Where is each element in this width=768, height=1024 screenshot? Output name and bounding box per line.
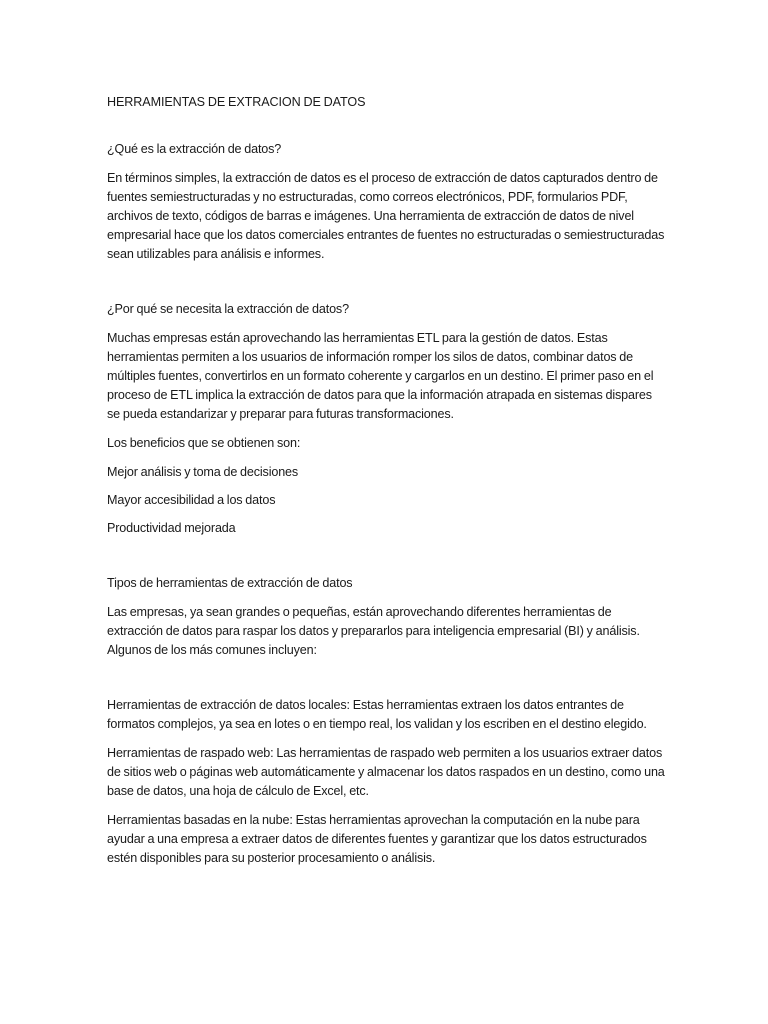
section-heading-why-needed: ¿Por qué se necesita la extracción de datos? (107, 302, 349, 316)
document-title: HERRAMIENTAS DE EXTRACION DE DATOS (107, 95, 366, 109)
benefit-item: Productividad mejorada (107, 521, 236, 535)
tool-type-description: Estas herramientas aprovechan la computación en la nube para ayudar a una empresa a extraer datos de diferentes fuentes y garantizar que los datos estructurados estén disponibles para su posterior procesamiento o análisis. (107, 813, 647, 865)
tool-type-term: Herramientas de raspado web: (107, 746, 274, 760)
document-body (107, 93, 667, 878)
tool-type-term: Herramientas basadas en la nube: (107, 813, 293, 827)
benefit-item: Mejor análisis y toma de decisiones (107, 465, 299, 479)
tool-type-item (107, 811, 667, 868)
benefits-intro: Los beneficios que se obtienen son: (107, 436, 301, 450)
section-paragraph-tool-types: Las empresas, ya sean grandes o pequeñas, están aprovechando diferentes herramientas de extracción de datos para raspar los datos y prepararlos para inteligencia empresarial (BI) y análisis. Algunos de los más comunes incluyen: (107, 605, 640, 657)
tool-type-description: Estas herramientas extraen los datos entrantes de formatos complejos, ya sea en lotes o en tiempo real, los validan y los escriben en el destino elegido. (107, 698, 647, 731)
tool-type-description: Las herramientas de raspado web permiten a los usuarios extraer datos de sitios web o páginas web automáticamente y almacenar los datos raspados en un destino, como una base de datos, una hoja de cálculo de Excel, etc. (107, 746, 665, 798)
section-heading-what-is: ¿Qué es la extracción de datos? (107, 142, 282, 156)
tool-type-item (107, 696, 667, 734)
section-paragraph-why-needed: Muchas empresas están aprovechando las herramientas ETL para la gestión de datos. Estas herramientas permiten a los usuarios de información romper los silos de datos, combinar datos de múltiples fuentes, convertirlos en un formato coherente y cargarlos en un destino. El primer paso en el proceso de ETL implica la extracción de datos para que la información atrapada en sistemas dispares se pueda estandarizar y preparar para futuras transformaciones. (107, 331, 654, 421)
tool-type-item (107, 744, 667, 801)
section-paragraph-what-is: En términos simples, la extracción de datos es el proceso de extracción de datos capturados dentro de fuentes semiestructuradas y no estructuradas, como correos electrónicos, PDF, formularios PDF, archivos de texto, códigos de barras e imágenes. Una herramienta de extracción de datos de nivel empresarial hace que los datos comerciales entrantes de fuentes no estructuradas o semiestructuradas sean utilizables para análisis e informes. (107, 171, 665, 261)
benefit-item: Mayor accesibilidad a los datos (107, 493, 276, 507)
section-heading-tool-types: Tipos de herramientas de extracción de datos (107, 576, 353, 590)
tool-type-term: Herramientas de extracción de datos locales: (107, 698, 350, 712)
